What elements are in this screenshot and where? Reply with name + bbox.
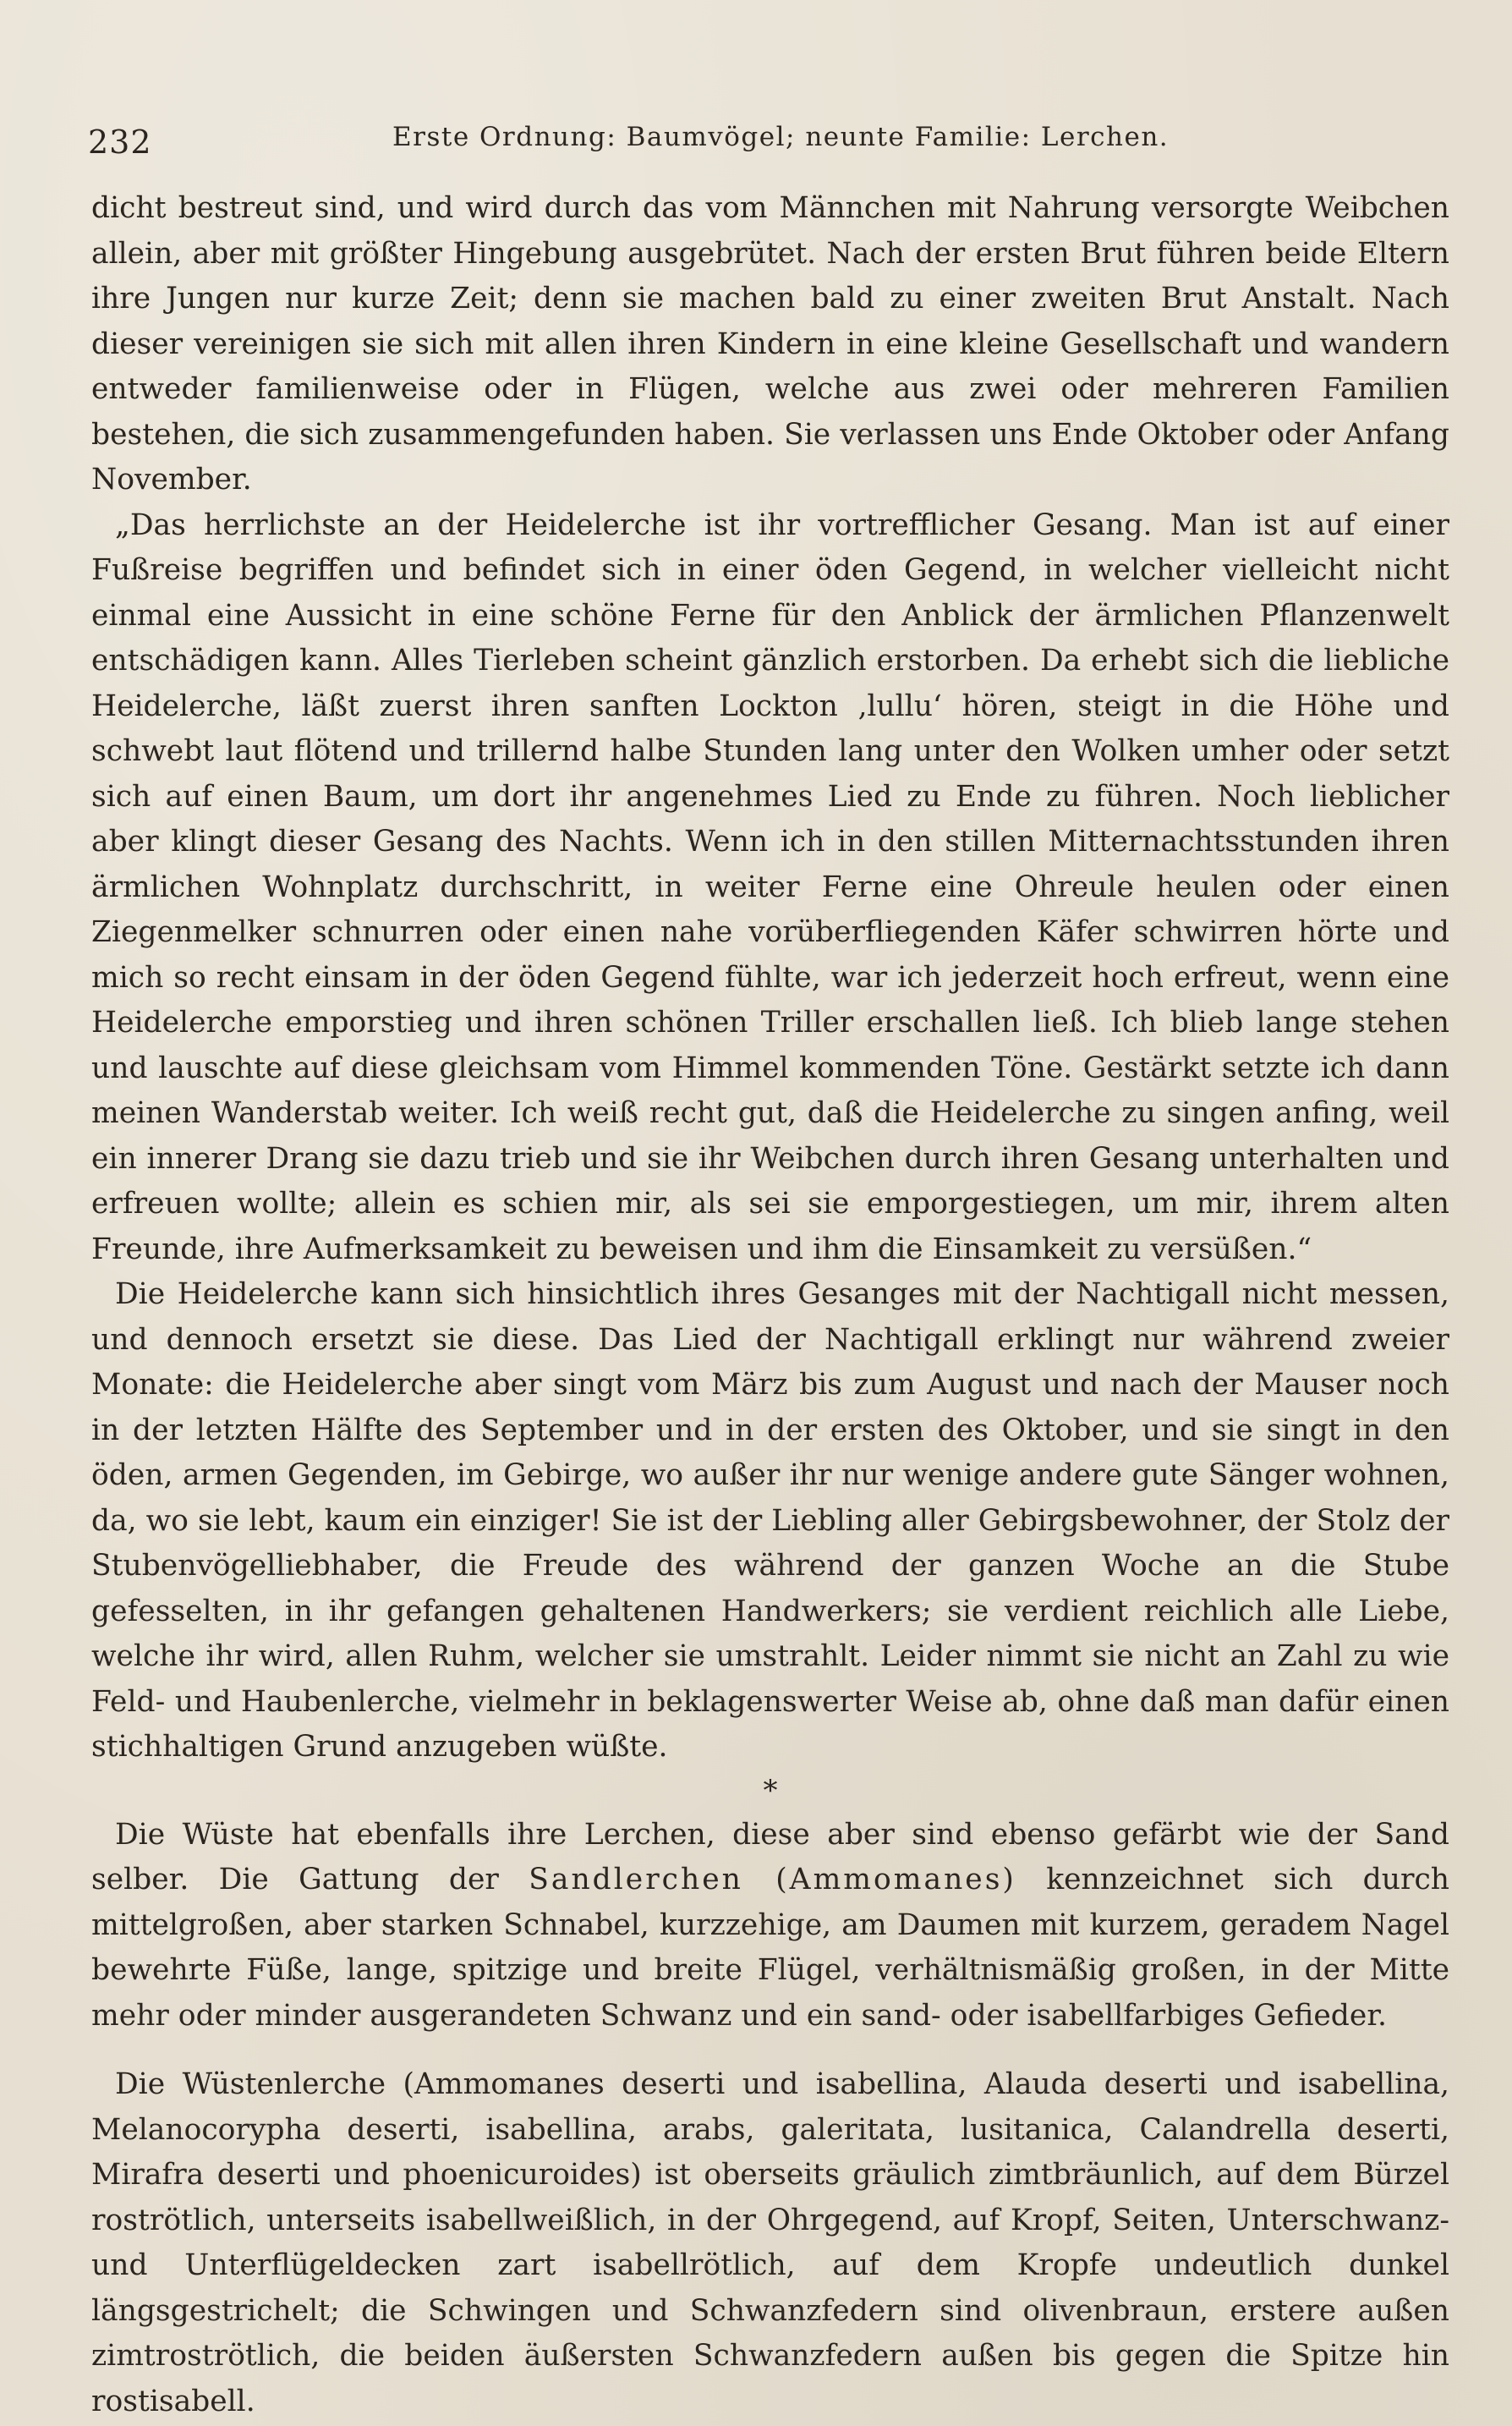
running-head: Erste Ordnung: Baumvögel; neunte Familie: Lerchen. — [392, 122, 1170, 152]
paragraph-5-end: (Ammomanes deserti und isabellina, Alauda deserti und isabellina, Melanocorypha deserti, isabellina, arabs, galeritata, lusitanica, Calandrella deserti, Mirafra deserti und phoenicuroides) ist oberseits gräulich zimtbräunlich, auf dem Bürzel roströtlich, unterseits isabellweißlich, in der Ohrgegend, auf Kropf, Seiten, Unterschwanz- und Unterflügeldecken zart isabellrötlich, auf dem Kropfe undeutlich dunkel längsgestrichelt; die Schwingen und Schwanzfedern sind olivenbraun, erstere außen zimtroströtlich, die beiden äußersten Schwanzfedern außen bis gegen die Spitze hin rostisabell. — [91, 2067, 1450, 2418]
paragraph-4 — [91, 1813, 1449, 2039]
paragraph-gap — [91, 2039, 1449, 2062]
paragraph-1: dicht bestreut sind, und wird durch das vom Männchen mit Nahrung versorgte Weibchen allein, aber mit größter Hingebung ausgebrütet. Nach der ersten Brut führen beide Eltern ihre Jungen nur kurze Zeit; denn sie machen bald zu einer zweiten Brut Anstalt. Nach dieser vereinigen sie sich mit allen ihren Kindern in eine kleine Gesellschaft und wandern entweder familienweise oder in Flügen, welche aus zwei oder mehreren Familien bestehen, die sich zusammengefunden haben. Sie verlassen uns Ende Oktober oder Anfang November. — [91, 191, 1449, 497]
page-number: 232 — [88, 123, 152, 161]
section-separator: * — [763, 1773, 778, 1808]
paragraph-4-end: kennzeichnet sich durch mittelgroßen, aber starken Schnabel, kurzzehige, am Daumen mit kurzem, geradem Nagel bewehrte Füße, lange, spitzige und breite Flügel, verhältnismäßig großen, in der Mitte mehr oder minder ausgerandeten Schwanz und ein sand- oder isabellfarbiges Gefieder. — [91, 1863, 1449, 2033]
paragraph-5-start: Die — [115, 2067, 183, 2101]
paragraph-2-quote: „Das herrlichste an der Heidelerche ist ihr vortrefflicher Gesang. Man ist auf einer Fußreise begriffen und befindet sich in einer öden Gegend, in welcher vielleicht nicht einmal eine Aussicht in eine schöne Ferne für den Anblick der ärmlichen Pflanzenwelt entschädigen kann. Alles Tierleben scheint gänzlich erstorben. Da erhebt sich die liebliche Heidelerche, läßt zuerst ihren sanften Lockton ‚lullu‘ hören, steigt in die Höhe und schwebt laut flötend und trillernd halbe Stunden lang unter den Wolken umher oder setzt sich auf einen Baum, um dort ihr angenehmes Lied zu Ende zu führen. Noch lieblicher aber klingt dieser Gesang des Nachts. Wenn ich in den stillen Mitternachtsstunden ihren ärmlichen Wohnplatz durchschritt, in weiter Ferne eine Ohreule heulen oder einen Ziegenmelker schnurren oder einen nahe vorüberfliegenden Käfer schwirren hörte und mich so recht einsam in der öden Gegend fühlte, war ich jederzeit hoch erfreut, wenn eine Heidelerche emporstieg und ihren schönen Triller erschallen ließ. Ich blieb lange stehen und lauschte auf diese gleichsam vom Himmel kommenden Töne. Gestärkt setzte ich dann meinen Wanderstab weiter. Ich weiß recht gut, daß die Heidelerche zu singen anfing, weil ein innerer Drang sie dazu trieb und sie ihr Weibchen durch ihren Gesang unterhalten und erfreuen wollte; allein es schien mir, als sei sie emporgestiegen, um mir, ihrem alten Freunde, ihre Aufmerksamkeit zu beweisen und ihm die Einsamkeit zu versüßen.“ — [91, 508, 1449, 1266]
paragraph-4-start: Die Wüste hat ebenfalls ihre Lerchen, diese aber sind ebenso gefärbt wie der Sand selber. Die Gattung der — [91, 1817, 1449, 1896]
paragraph-5 — [91, 2062, 1449, 2424]
genus-term: Sandlerchen (Ammomanes) — [529, 1863, 1016, 1896]
page-header — [88, 117, 1441, 167]
species-term: Wüstenlerche — [182, 2067, 386, 2101]
body-text — [91, 186, 1449, 2424]
paragraph-3: Die Heidelerche kann sich hinsichtlich ihres Gesanges mit der Nachtigall nicht messen, und dennoch ersetzt sie diese. Das Lied der Nachtigall erklingt nur während zweier Monate: die Heidelerche aber singt vom März bis zum August und nach der Mauser noch in der letzten Hälfte des September und in der ersten des Oktober, und sie singt in den öden, armen Gegenden, im Gebirge, wo außer ihr nur wenige andere gute Sänger wohnen, da, wo sie lebt, kaum ein einziger! Sie ist der Liebling aller Gebirgsbewohner, der Stolz der Stubenvögelliebhaber, die Freude des während der ganzen Woche an die Stube gefesselten, in ihr gefangen gehaltenen Handwerkers; sie verdient reichlich alle Liebe, welche ihr wird, allen Ruhm, welcher sie umstrahlt. Leider nimmt sie nicht an Zahl zu wie Feld- und Haubenlerche, vielmehr in beklagenswerter Weise ab, ohne daß man dafür einen stichhaltigen Grund anzugeben wüßte. — [91, 1277, 1449, 1764]
